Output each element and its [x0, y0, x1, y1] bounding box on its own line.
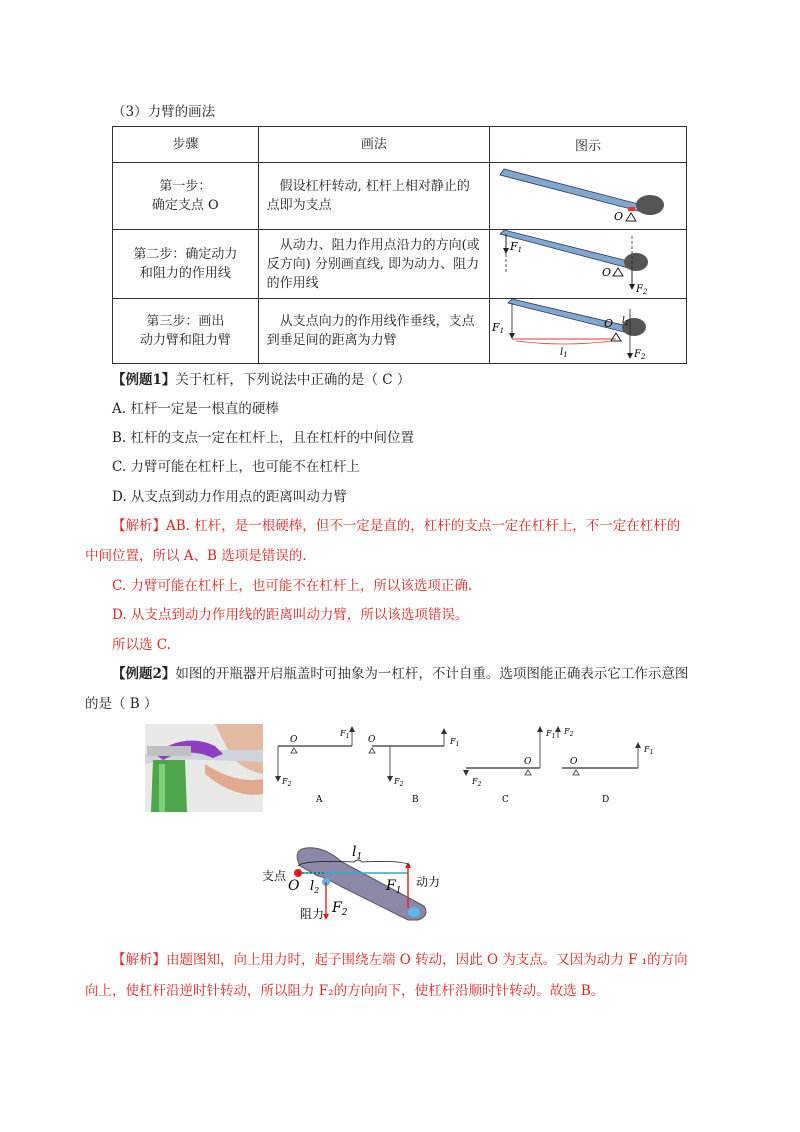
svg-text:F1: $F_1$	[644, 745, 654, 756]
fulcrum-triangle	[611, 333, 621, 341]
svg-text:F2: $F_2$	[282, 777, 292, 788]
svg-text:F2: $F_2$	[564, 727, 574, 738]
example1-analysis-4: D. 从支点到动力作用线的距离叫动力臂，所以该选项错误。	[112, 607, 469, 623]
label-l2: $l_2$	[310, 879, 320, 895]
step-2-method: 从动力、阻力作用点沿力的方向(或反方向) 分别画直线, 即为动力、阻力的作用线	[258, 230, 489, 299]
lever-diagram-2	[490, 230, 686, 294]
label-option-d: D	[602, 795, 610, 805]
example1-tag: 【例题1】	[112, 372, 176, 388]
label-f2: $F_2$	[332, 900, 348, 918]
svg-text:O: O	[368, 735, 376, 745]
label-fulcrum: 支点	[262, 869, 287, 883]
step-3-method: 从支点向力的作用线作垂线，支点到垂足间的距离为力臂	[258, 299, 489, 364]
label-o: O	[601, 266, 612, 279]
label-option-a: A	[316, 795, 323, 805]
example2-question-text: 如图的开瓶器开启瓶盖时可抽象为一杠杆，不计自重。选项图能正确表示它工作示意图	[175, 666, 689, 682]
label-l1: $l_1$	[559, 347, 568, 359]
step-1-line1: 第一步：	[159, 179, 212, 194]
example1-option-c: C. 力臂可能在杠杆上，也可能不在杠杆上	[112, 459, 360, 475]
header-step: 步骤	[113, 127, 259, 163]
step-3-cell	[113, 299, 259, 364]
option-c-diagram	[463, 726, 574, 805]
label-f1: F1	[491, 321, 505, 335]
example1-option-b: B. 杠杆的支点一定在杠杆上，且在杠杆的中间位置	[112, 430, 415, 446]
svg-text:F2: $F_2$	[394, 777, 404, 788]
stone	[636, 195, 664, 215]
options-diagram	[270, 722, 670, 812]
example1-analysis-2: 中间位置，所以 A、B 选项是错误的.	[85, 548, 307, 564]
step-1-diagram	[489, 163, 686, 230]
svg-text:F2: $F_2$	[472, 777, 482, 788]
option-d-diagram	[562, 742, 653, 805]
contact-mark	[628, 207, 635, 211]
example1-analysis-3: C. 力臂可能在杠杆上，也可能不在杠杆上，所以该选项正确.	[112, 578, 473, 594]
step-2-line2: 和阻力的作用线	[139, 266, 231, 281]
svg-text:F1: $F_1$	[546, 729, 556, 740]
opener-lever-diagram	[258, 836, 488, 928]
example1-analysis-1: 【解析】AB. 杠杆，是一根硬棒，但不一定是直的，杠杆的支点一定在杠杆上，不一定在杠杆的	[112, 518, 681, 534]
step-2-diagram	[489, 230, 686, 299]
label-f2: $F_2$	[635, 284, 648, 294]
example2-analysis-2: 向上，使杠杆沿逆时针转动，所以阻力 F₂的方向向下，使杠杆沿顺时针转动。故选 B。	[85, 983, 605, 999]
lever-diagram-3	[490, 299, 686, 359]
example2-question-1	[112, 662, 688, 682]
step-1-line2: 确定支点 O	[151, 198, 219, 213]
step-3-diagram	[489, 299, 686, 364]
svg-text:F1: $F_1$	[450, 737, 460, 748]
label-option-c: C	[502, 795, 509, 805]
lever-bar	[500, 169, 650, 213]
step-2-line1: 第二步：确定动力	[133, 247, 238, 262]
step-2-cell	[113, 230, 259, 299]
step-1-method: 假设杠杆转动, 杠杆上相对静止的点即为支点	[258, 163, 489, 230]
label-f2: $F_2$	[633, 349, 646, 359]
lever-bar	[508, 299, 640, 335]
svg-text:O: O	[570, 757, 578, 767]
header-diagram: 图示	[489, 127, 686, 163]
green-bottle	[151, 760, 187, 812]
label-f1: F1	[509, 240, 523, 254]
lever-arm-steps-table	[112, 126, 687, 364]
fulcrum-triangle	[613, 268, 623, 276]
label-f1: $F_1$	[386, 878, 402, 896]
label-o: O	[603, 317, 614, 330]
section-title: （3）力臂的画法	[112, 104, 216, 120]
label-o: O	[613, 210, 624, 223]
label-effort: 动力	[416, 875, 441, 889]
step-3-line2: 动力臂和阻力臂	[139, 333, 231, 348]
example2-analysis-1: 【解析】由题图知，向上用力时，起子围绕左端 O 转动，因此 O 为支点。又因为动力 F ₁的方向	[112, 952, 688, 968]
label-resistance: 阻力	[300, 907, 325, 921]
example2-question-2: 的是（ B ）	[85, 696, 158, 712]
example1-option-a: A. 杠杆一定是一根直的硬棒	[112, 401, 279, 417]
label-l2: $l_2$	[621, 316, 629, 327]
svg-text:O: O	[290, 735, 298, 745]
example1-question	[112, 368, 410, 388]
stone	[624, 253, 648, 271]
step-1-cell	[113, 163, 259, 230]
example1-option-d: D. 从支点到动力作用点的距离叫动力臂	[112, 489, 347, 505]
step-3-line1: 第三步：画出	[146, 314, 225, 329]
example2-tag: 【例题2】	[112, 666, 176, 682]
svg-text:F1: $F_1$	[340, 729, 350, 740]
option-b-diagram	[368, 728, 459, 805]
label-option-b: B	[412, 795, 419, 805]
example1-analysis-5: 所以选 C.	[112, 637, 171, 653]
example1-question-text: 关于杠杆，下列说法中正确的是（ C ）	[175, 372, 411, 388]
lever-diagram-1	[490, 163, 686, 225]
option-a-diagram	[275, 726, 355, 805]
svg-text:O: O	[524, 757, 532, 767]
label-l1: $l_1$	[352, 844, 363, 862]
fulcrum-triangle	[626, 213, 636, 221]
label-o: O	[288, 878, 300, 894]
bottle-opener-photo	[145, 724, 263, 812]
header-method: 画法	[258, 127, 489, 163]
